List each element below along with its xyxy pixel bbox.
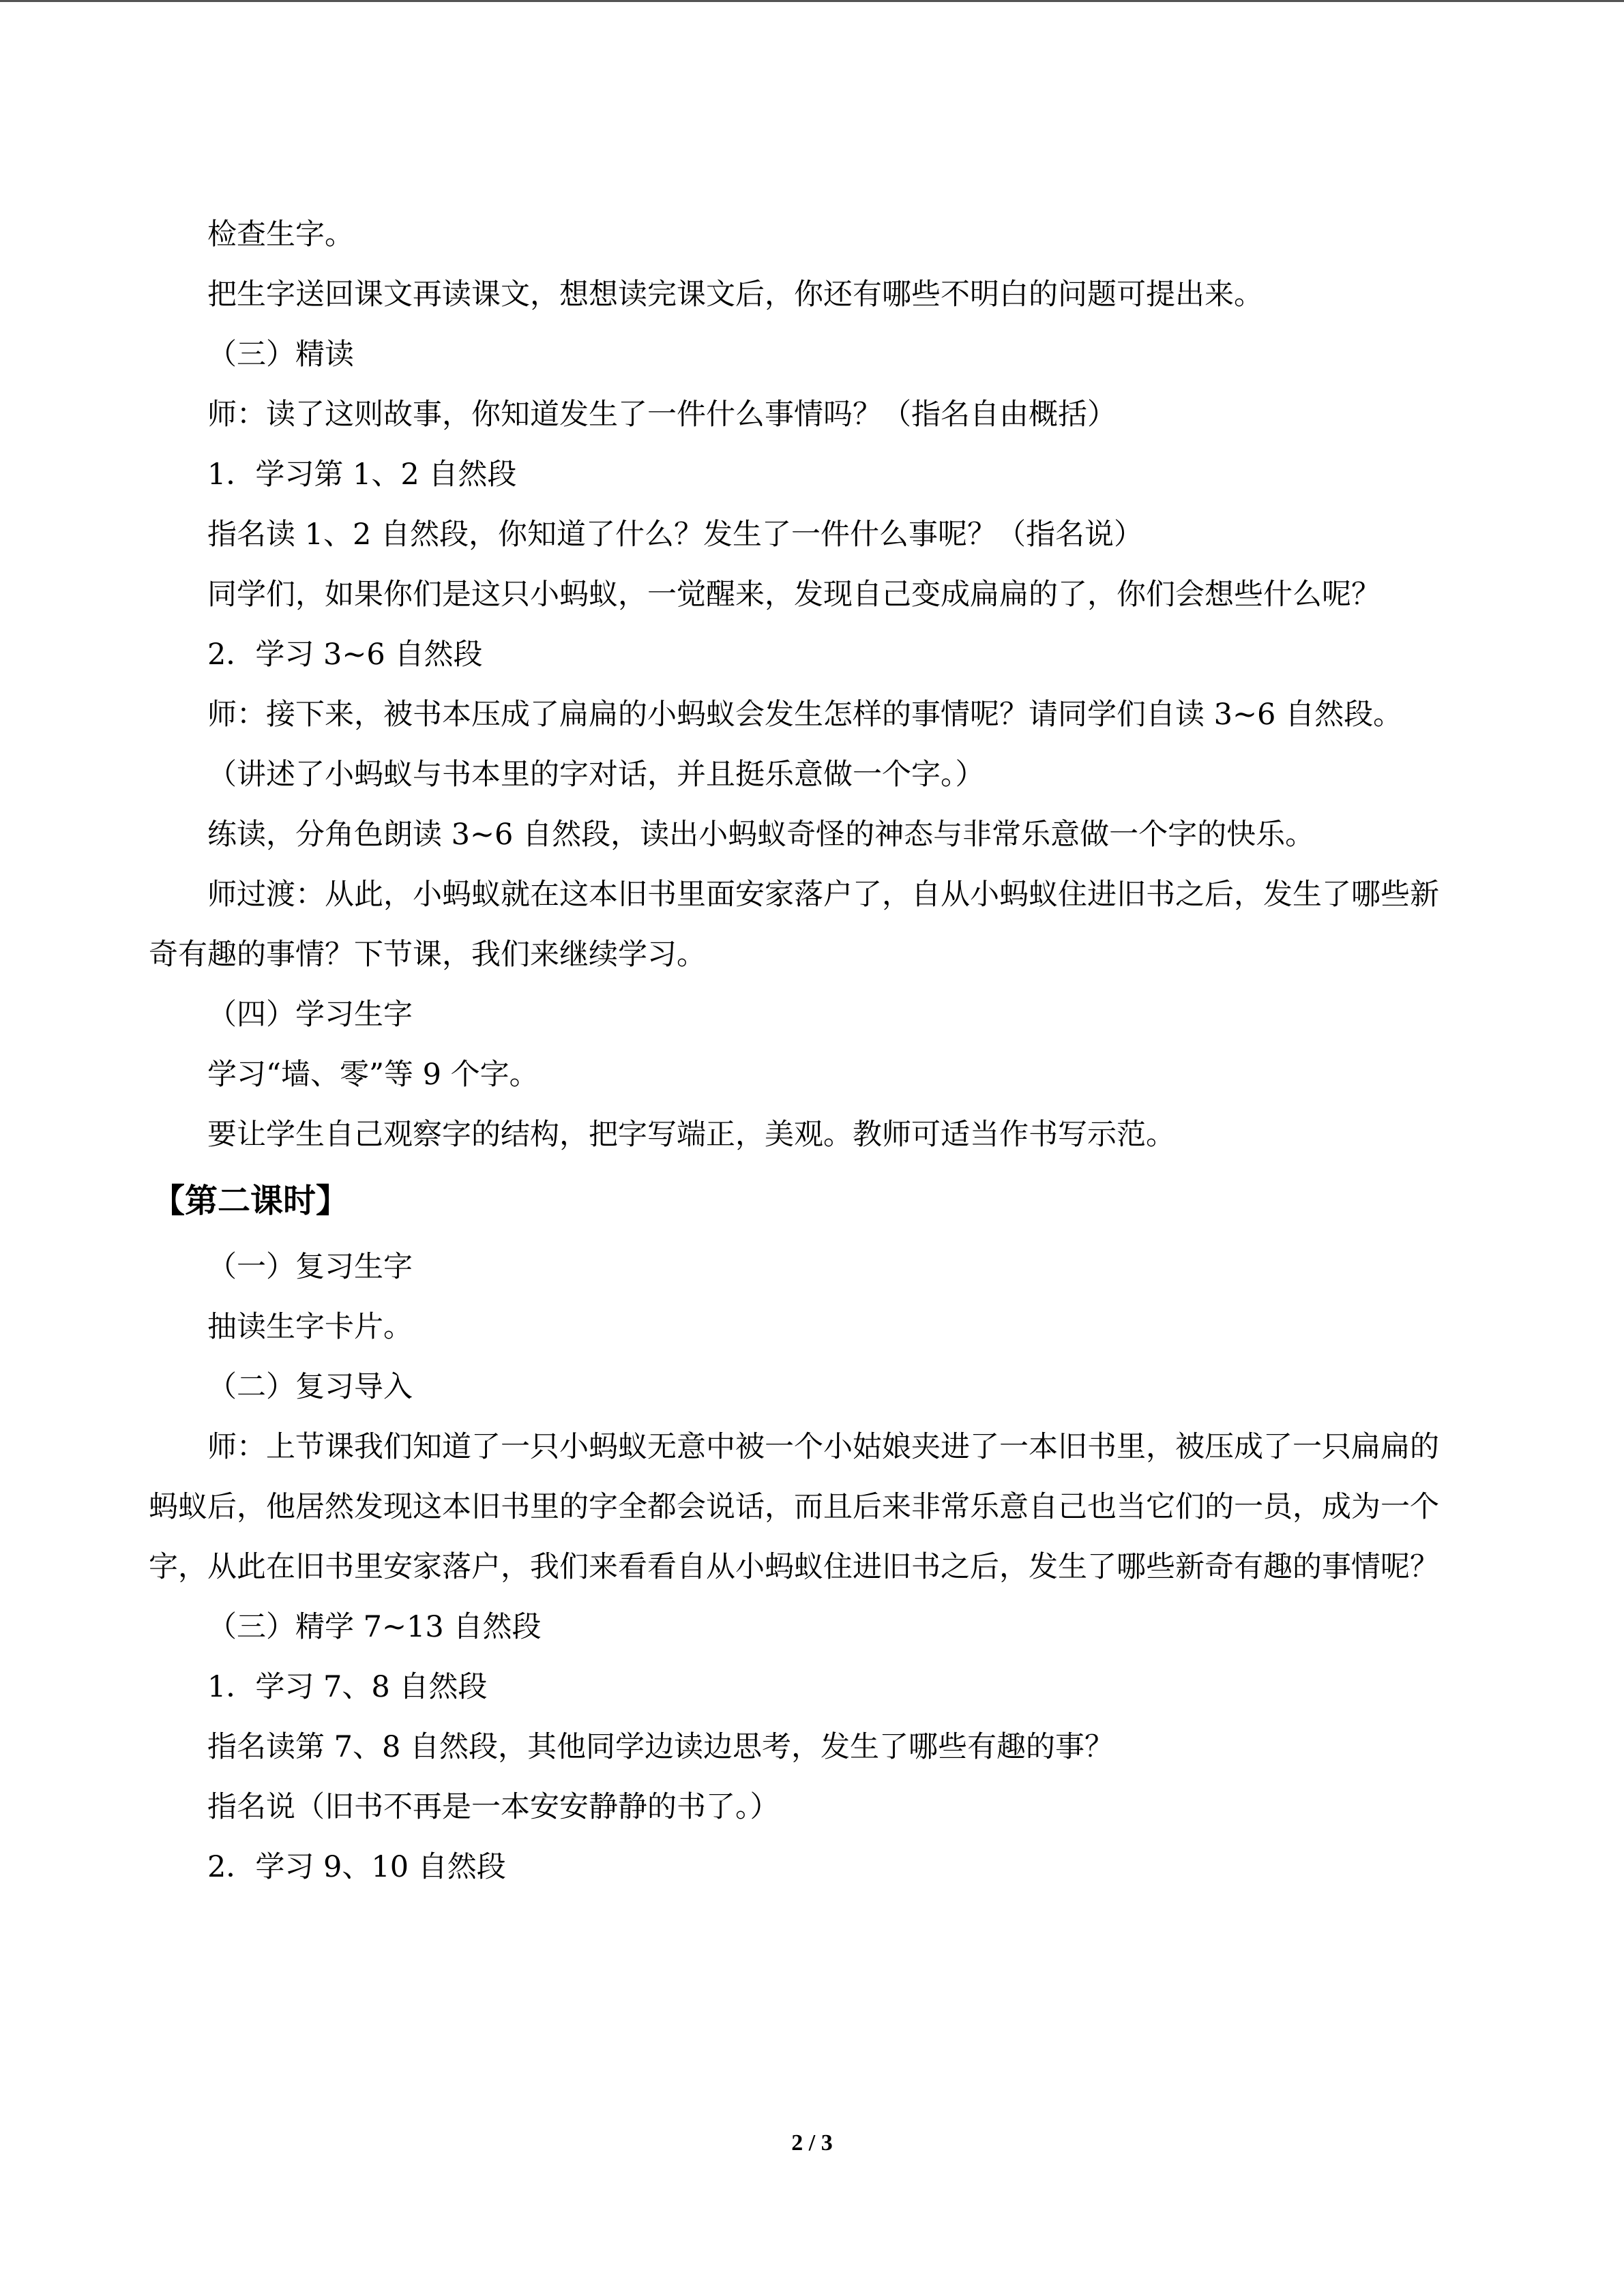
paragraph: 练读，分角色朗读 3~6 自然段，读出小蚂蚁奇怪的神态与非常乐意做一个字的快乐。	[207, 818, 1315, 852]
page-number: 2 / 3	[791, 2130, 833, 2156]
subsection-heading: （三）精读	[207, 338, 354, 372]
paragraph: 学习“墙、零”等 9 个字。	[207, 1058, 539, 1092]
list-item-heading: 1．学习 7、8 自然段	[207, 1670, 488, 1704]
paragraph: 同学们，如果你们是这只小蚂蚁，一觉醒来，发现自己变成扁扁的了，你们会想些什么呢？	[207, 578, 1381, 612]
paragraph: 师：接下来，被书本压成了扁扁的小蚂蚁会发生怎样的事情呢？请同学们自读 3~6 自然段。	[207, 698, 1403, 732]
paragraph: 指名读第 7、8 自然段，其他同学边读边思考，发生了哪些有趣的事？	[207, 1730, 1114, 1764]
subsection-heading: （二）复习导入	[207, 1370, 413, 1404]
paragraph: （讲述了小蚂蚁与书本里的字对话，并且挺乐意做一个字。）	[207, 758, 985, 792]
paragraph: 把生字送回课文再读课文，想想读完课文后，你还有哪些不明白的问题可提出来。	[207, 278, 1263, 312]
top-border-line	[0, 0, 1624, 2]
paragraph: 师：上节课我们知道了一只小蚂蚁无意中被一个小姑娘夹进了一本旧书里，被压成了一只扁扁的蚂蚁后，他居然发现这本旧书里的字全都会说话，而且后来非常乐意自己也当它们的一员，成为一个字，从此在旧书里安家落户，我们来看看自从小蚂蚁住进旧书之后，发生了哪些新奇有趣的事情呢？	[149, 1430, 1439, 1584]
paragraph: 指名读 1、2 自然段，你知道了什么？发生了一件什么事呢？（指名说）	[207, 518, 1144, 552]
paragraph: 抽读生字卡片。	[207, 1310, 413, 1344]
section-heading: 【第二课时】	[152, 1182, 349, 1220]
subsection-heading: （三）精学 7~13 自然段	[207, 1610, 542, 1644]
list-item-heading: 2．学习 3~6 自然段	[207, 638, 483, 672]
list-item-heading: 2．学习 9、10 自然段	[207, 1850, 506, 1884]
list-item-heading: 1．学习第 1、2 自然段	[207, 458, 517, 492]
paragraph: 要让学生自己观察字的结构，把字写端正，美观。教师可适当作书写示范。	[207, 1118, 1175, 1152]
paragraph: 指名说（旧书不再是一本安安静静的书了。）	[207, 1790, 780, 1824]
document-body	[149, 205, 1458, 1897]
paragraph: 检查生字。	[207, 218, 354, 252]
subsection-heading: （一）复习生字	[207, 1250, 413, 1284]
paragraph: 师：读了这则故事，你知道发生了一件什么事情吗？（指名自由概括）	[207, 398, 1117, 432]
subsection-heading: （四）学习生字	[207, 998, 413, 1032]
paragraph: 师过渡：从此，小蚂蚁就在这本旧书里面安家落户了，自从小蚂蚁住进旧书之后，发生了哪些新奇有趣的事情？下节课，我们来继续学习。	[149, 878, 1439, 972]
